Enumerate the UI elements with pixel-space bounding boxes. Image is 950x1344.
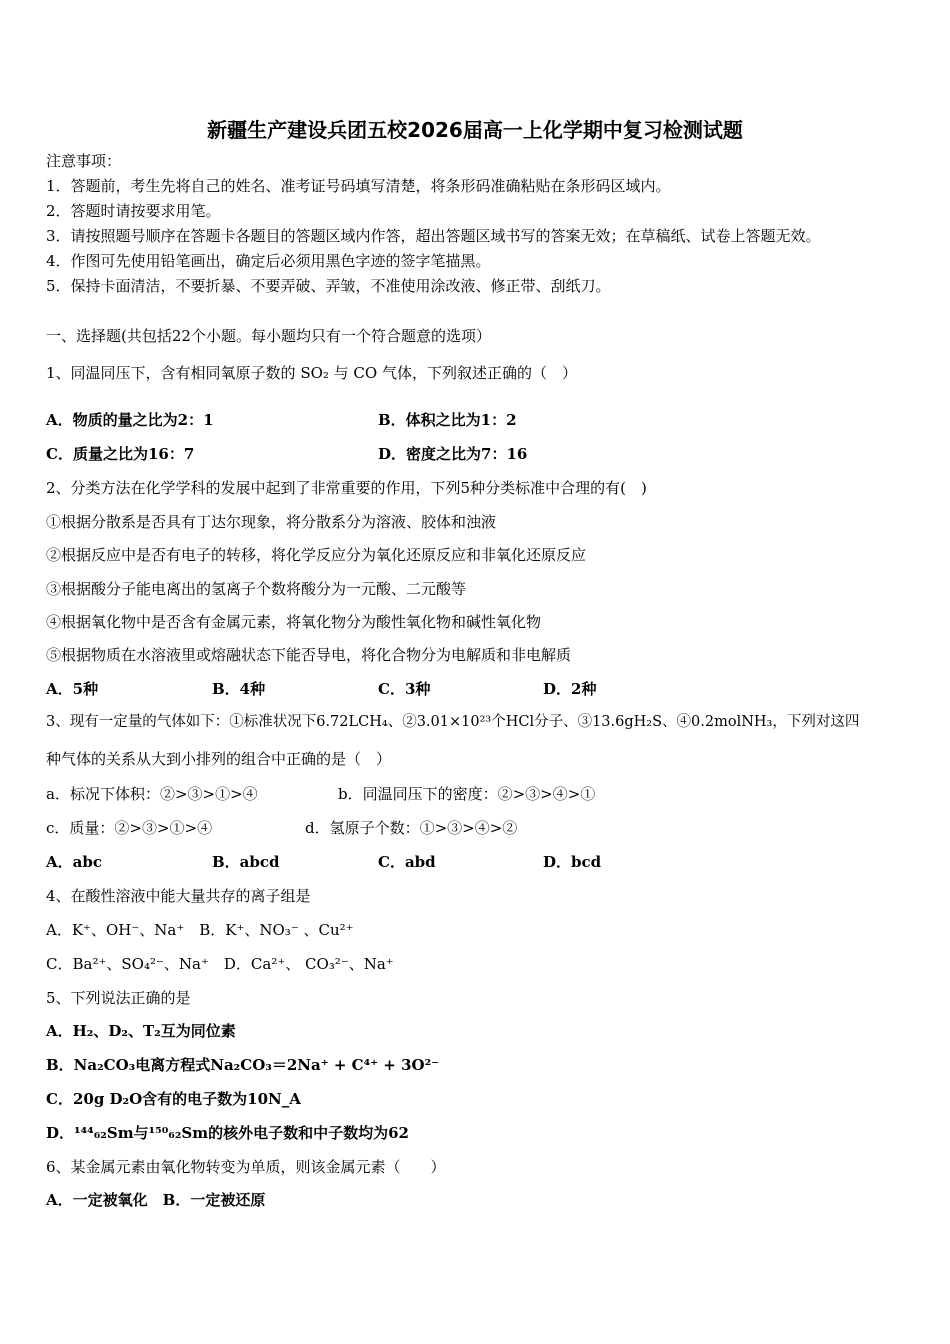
option-d: D．bcd <box>543 853 602 871</box>
statement: ②根据反应中是否有电子的转移，将化学反应分为氧化还原反应和非氧化还原反应 <box>46 546 587 564</box>
options-cd: C．Ba²⁺、SO₄²⁻、Na⁺ D．Ca²⁺、 CO₃²⁻、Na⁺ <box>46 955 394 973</box>
option-d: D．2种 <box>543 680 597 698</box>
notice-heading: 注意事项： <box>46 152 122 170</box>
option-a: A．物质的量之比为2：1 <box>46 411 214 429</box>
notice-item: 4．作图可先使用铅笔画出，确定后必须用黑色字迹的签字笔描黑。 <box>46 252 491 270</box>
statement: ⑤根据物质在水溶液里或熔融状态下能否导电，将化合物分为电解质和非电解质 <box>46 646 572 664</box>
question-1: 1、同温同压下，含有相同氧原子数的 SO₂ 与 CO 气体，下列叙述正确的（ ） <box>46 364 577 382</box>
statement-a: a．标况下体积：②>③>①>④ <box>46 785 258 803</box>
option-a: A．5种 <box>46 680 99 698</box>
section-heading: 一、选择题(共包括22个小题。每小题均只有一个符合题意的选项） <box>46 327 491 345</box>
option-a: A．abc <box>46 853 102 871</box>
notice-item: 2．答题时请按要求用笔。 <box>46 202 221 220</box>
question-6: 6、某金属元素由氧化物转变为单质，则该金属元素（ ） <box>46 1158 446 1176</box>
option-a: A．H₂、D₂、T₂互为同位素 <box>46 1022 236 1040</box>
statement: ④根据氧化物中是否含有金属元素，将氧化物分为酸性氧化物和碱性氧化物 <box>46 613 542 631</box>
question-4: 4、在酸性溶液中能大量共存的离子组是 <box>46 887 311 905</box>
statement-b: b．同温同压下的密度：②>③>④>① <box>338 785 596 803</box>
option-d: D．¹⁴⁴₆₂Sm与¹⁵⁰₆₂Sm的核外电子数和中子数均为62 <box>46 1124 409 1142</box>
notice-item: 3．请按照题号顺序在答题卡各题目的答题区域内作答，超出答题区域书写的答案无效；在草稿纸、试卷上答题无效。 <box>46 227 821 245</box>
options-ab: A．K⁺、OH⁻、Na⁺ B．K⁺、NO₃⁻ 、Cu²⁺ <box>46 921 354 939</box>
options-ab: A．一定被氧化 B．一定被还原 <box>46 1191 266 1209</box>
question-3-cont: 种气体的关系从大到小排列的组合中正确的是（ ） <box>46 750 392 768</box>
option-b: B．abcd <box>212 853 280 871</box>
option-b: B．4种 <box>212 680 266 698</box>
option-b: B．Na₂CO₃电离方程式Na₂CO₃＝2Na⁺ + C⁴⁺ + 3O²⁻ <box>46 1056 440 1074</box>
option-c: C．20g D₂O含有的电子数为10N_A <box>46 1090 301 1108</box>
option-d: D．密度之比为7：16 <box>378 445 528 463</box>
statement: ①根据分散系是否具有丁达尔现象，将分散系分为溶液、胶体和浊液 <box>46 513 497 531</box>
page-title: 新疆生产建设兵团五校2026届高一上化学期中复习检测试题 <box>207 118 743 142</box>
notice-item: 1．答题前，考生先将自己的姓名、准考证号码填写清楚，将条形码准确粘贴在条形码区域内。 <box>46 177 671 195</box>
question-3: 3、现有一定量的气体如下：①标准状况下6.72LCH₄、②3.01×10²³个HCl分子、③13.6gH₂S、④0.2molNH₃，下列对这四 <box>46 714 860 730</box>
statement-d: d．氢原子个数：①>③>④>② <box>305 819 518 837</box>
option-c: C．3种 <box>378 680 431 698</box>
statement: ③根据酸分子能电离出的氢离子个数将酸分为一元酸、二元酸等 <box>46 580 467 598</box>
question-5: 5、下列说法正确的是 <box>46 989 191 1007</box>
notice-item: 5．保持卡面清洁，不要折暴、不要弄破、弄皱，不准使用涂改液、修正带、刮纸刀。 <box>46 277 611 295</box>
statement-c: c．质量：②>③>①>④ <box>46 819 213 837</box>
option-c: C．abd <box>378 853 436 871</box>
option-c: C．质量之比为16：7 <box>46 445 195 463</box>
option-b: B．体积之比为1：2 <box>378 411 517 429</box>
question-2: 2、分类方法在化学学科的发展中起到了非常重要的作用，下列5种分类标准中合理的有( ) <box>46 479 647 497</box>
